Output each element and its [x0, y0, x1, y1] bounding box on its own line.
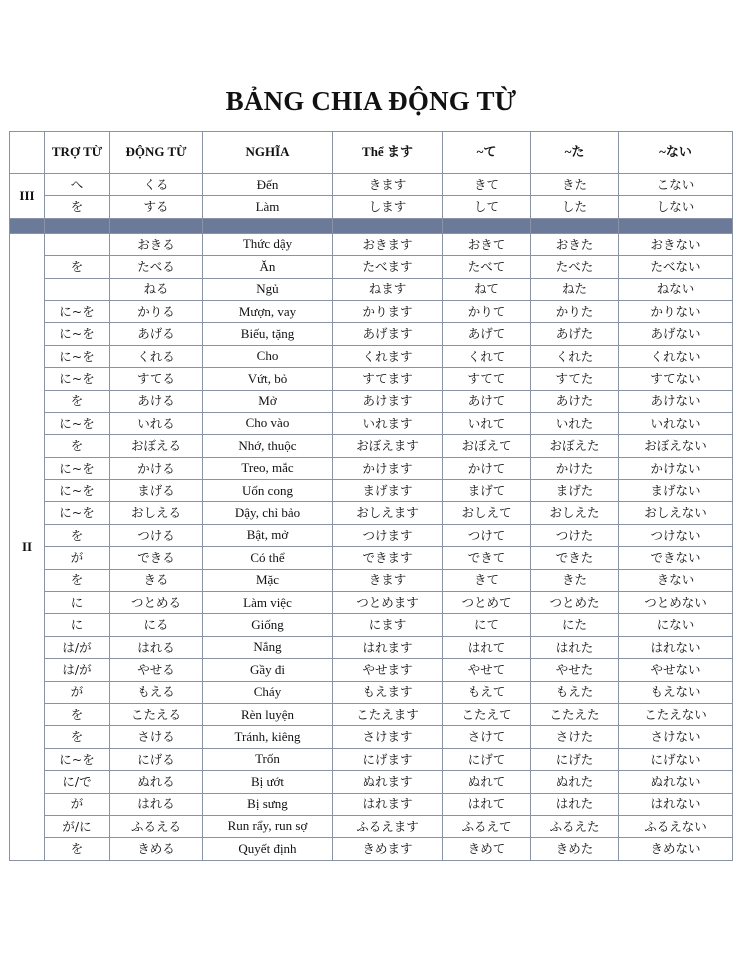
table-row [10, 435, 733, 457]
cell-particle: を [45, 390, 110, 412]
cell-te-form: あげて [443, 323, 531, 345]
cell-particle: を [45, 196, 110, 218]
cell-meaning: Giống [203, 614, 333, 636]
cell-masu-form: はれます [333, 636, 443, 658]
cell-verb: たべる [110, 256, 203, 278]
cell-masu-form: おしえます [333, 502, 443, 524]
table-row [10, 323, 733, 345]
divider-cell [333, 218, 443, 233]
cell-ta-form: はれた [531, 636, 619, 658]
divider-cell [203, 218, 333, 233]
cell-particle [45, 278, 110, 300]
cell-ta-form: きた [531, 569, 619, 591]
cell-verb: くれる [110, 345, 203, 367]
table-row [10, 345, 733, 367]
cell-meaning: Cho vào [203, 412, 333, 434]
cell-nai-form: こない [619, 174, 733, 196]
cell-verb: かける [110, 457, 203, 479]
cell-verb: まげる [110, 480, 203, 502]
table-row [10, 815, 733, 837]
cell-particle: が [45, 793, 110, 815]
cell-particle: が/に [45, 815, 110, 837]
cell-verb: する [110, 196, 203, 218]
cell-ta-form: こたえた [531, 703, 619, 725]
cell-verb: おぼえる [110, 435, 203, 457]
cell-verb: できる [110, 547, 203, 569]
table-row [10, 256, 733, 278]
cell-nai-form: きめない [619, 838, 733, 860]
header-nai-form: ~ない [619, 132, 733, 174]
cell-particle: に~を [45, 323, 110, 345]
cell-meaning: Có thể [203, 547, 333, 569]
cell-particle: を [45, 524, 110, 546]
cell-meaning: Làm việc [203, 592, 333, 614]
cell-nai-form: ぬれない [619, 771, 733, 793]
table-row [10, 636, 733, 658]
cell-ta-form: あけた [531, 390, 619, 412]
cell-te-form: おきて [443, 233, 531, 255]
cell-particle: が [45, 547, 110, 569]
table-row [10, 614, 733, 636]
cell-nai-form: やせない [619, 659, 733, 681]
table-row [10, 771, 733, 793]
cell-masu-form: はれます [333, 793, 443, 815]
cell-meaning: Dậy, chỉ bảo [203, 502, 333, 524]
table-row [10, 278, 733, 300]
cell-te-form: かけて [443, 457, 531, 479]
divider-cell [10, 218, 45, 233]
cell-meaning: Cho [203, 345, 333, 367]
header-group [10, 132, 45, 174]
cell-ta-form: さけた [531, 726, 619, 748]
cell-particle: に~を [45, 502, 110, 524]
cell-verb: すてる [110, 368, 203, 390]
cell-particle [45, 233, 110, 255]
cell-te-form: おぼえて [443, 435, 531, 457]
cell-te-form: すてて [443, 368, 531, 390]
cell-ta-form: ねた [531, 278, 619, 300]
cell-masu-form: ねます [333, 278, 443, 300]
header-verb: ĐỘNG TỪ [110, 132, 203, 174]
cell-nai-form: にげない [619, 748, 733, 770]
cell-te-form: つけて [443, 524, 531, 546]
cell-meaning: Cháy [203, 681, 333, 703]
cell-masu-form: かけます [333, 457, 443, 479]
divider-cell [531, 218, 619, 233]
cell-meaning: Uốn cong [203, 480, 333, 502]
table-body [10, 174, 733, 861]
cell-meaning: Ngủ [203, 278, 333, 300]
cell-te-form: きめて [443, 838, 531, 860]
divider-cell [443, 218, 531, 233]
cell-ta-form: おきた [531, 233, 619, 255]
cell-nai-form: ねない [619, 278, 733, 300]
cell-ta-form: きた [531, 174, 619, 196]
cell-nai-form: ふるえない [619, 815, 733, 837]
cell-te-form: くれて [443, 345, 531, 367]
cell-masu-form: つとめます [333, 592, 443, 614]
cell-meaning: Mượn, vay [203, 300, 333, 322]
cell-verb: あげる [110, 323, 203, 345]
cell-meaning: Làm [203, 196, 333, 218]
cell-ta-form: つけた [531, 524, 619, 546]
cell-te-form: にて [443, 614, 531, 636]
table-row [10, 390, 733, 412]
cell-ta-form: できた [531, 547, 619, 569]
cell-nai-form: さけない [619, 726, 733, 748]
header-row [10, 132, 733, 174]
cell-particle: を [45, 569, 110, 591]
cell-masu-form: あけます [333, 390, 443, 412]
cell-nai-form: かりない [619, 300, 733, 322]
cell-particle: に~を [45, 412, 110, 434]
cell-ta-form: すてた [531, 368, 619, 390]
cell-nai-form: くれない [619, 345, 733, 367]
cell-verb: もえる [110, 681, 203, 703]
cell-te-form: つとめて [443, 592, 531, 614]
cell-nai-form: いれない [619, 412, 733, 434]
cell-te-form: きて [443, 569, 531, 591]
cell-masu-form: いれます [333, 412, 443, 434]
cell-ta-form: あげた [531, 323, 619, 345]
cell-masu-form: こたえます [333, 703, 443, 725]
cell-particle: に [45, 592, 110, 614]
cell-masu-form: おぼえます [333, 435, 443, 457]
cell-verb: つとめる [110, 592, 203, 614]
cell-verb: にげる [110, 748, 203, 770]
cell-meaning: Ăn [203, 256, 333, 278]
cell-particle: を [45, 726, 110, 748]
cell-ta-form: にた [531, 614, 619, 636]
cell-nai-form: もえない [619, 681, 733, 703]
cell-particle: に [45, 614, 110, 636]
cell-verb: きめる [110, 838, 203, 860]
cell-masu-form: にげます [333, 748, 443, 770]
cell-masu-form: にます [333, 614, 443, 636]
cell-verb: おしえる [110, 502, 203, 524]
table-row [10, 524, 733, 546]
cell-verb: ふるえる [110, 815, 203, 837]
cell-meaning: Mặc [203, 569, 333, 591]
cell-meaning: Bị sưng [203, 793, 333, 815]
cell-te-form: さけて [443, 726, 531, 748]
cell-particle: は/が [45, 636, 110, 658]
cell-ta-form: きめた [531, 838, 619, 860]
cell-meaning: Vứt, bỏ [203, 368, 333, 390]
cell-particle: は/が [45, 659, 110, 681]
cell-verb: さける [110, 726, 203, 748]
cell-nai-form: きない [619, 569, 733, 591]
cell-masu-form: できます [333, 547, 443, 569]
cell-ta-form: かけた [531, 457, 619, 479]
cell-ta-form: おぼえた [531, 435, 619, 457]
cell-ta-form: した [531, 196, 619, 218]
cell-particle: に~を [45, 457, 110, 479]
cell-meaning: Quyết định [203, 838, 333, 860]
cell-nai-form: はれない [619, 636, 733, 658]
cell-nai-form: まげない [619, 480, 733, 502]
cell-ta-form: まげた [531, 480, 619, 502]
cell-particle: に~を [45, 480, 110, 502]
cell-nai-form: あけない [619, 390, 733, 412]
header-meaning: NGHĨA [203, 132, 333, 174]
cell-te-form: たべて [443, 256, 531, 278]
cell-meaning: Thức dậy [203, 233, 333, 255]
table-row [10, 300, 733, 322]
cell-nai-form: にない [619, 614, 733, 636]
cell-masu-form: まげます [333, 480, 443, 502]
cell-masu-form: あげます [333, 323, 443, 345]
cell-te-form: こたえて [443, 703, 531, 725]
cell-ta-form: ぬれた [531, 771, 619, 793]
cell-masu-form: つけます [333, 524, 443, 546]
group-label: II [10, 233, 45, 860]
cell-meaning: Trốn [203, 748, 333, 770]
cell-te-form: にげて [443, 748, 531, 770]
cell-masu-form: します [333, 196, 443, 218]
cell-ta-form: はれた [531, 793, 619, 815]
cell-particle: を [45, 256, 110, 278]
cell-particle: へ [45, 174, 110, 196]
cell-te-form: できて [443, 547, 531, 569]
cell-verb: いれる [110, 412, 203, 434]
cell-verb: やせる [110, 659, 203, 681]
cell-te-form: やせて [443, 659, 531, 681]
cell-verb: ねる [110, 278, 203, 300]
cell-nai-form: おしえない [619, 502, 733, 524]
table-row [10, 681, 733, 703]
cell-meaning: Mở [203, 390, 333, 412]
cell-masu-form: すてます [333, 368, 443, 390]
header-particle: TRỢ TỪ [45, 132, 110, 174]
cell-te-form: あけて [443, 390, 531, 412]
cell-particle: を [45, 435, 110, 457]
cell-particle: に~を [45, 300, 110, 322]
cell-masu-form: たべます [333, 256, 443, 278]
cell-particle: に/で [45, 771, 110, 793]
table-row [10, 726, 733, 748]
cell-meaning: Bật, mở [203, 524, 333, 546]
table-row [10, 838, 733, 860]
cell-meaning: Nắng [203, 636, 333, 658]
cell-masu-form: やせます [333, 659, 443, 681]
cell-te-form: きて [443, 174, 531, 196]
cell-te-form: はれて [443, 793, 531, 815]
cell-ta-form: つとめた [531, 592, 619, 614]
cell-te-form: おしえて [443, 502, 531, 524]
cell-masu-form: ぬれます [333, 771, 443, 793]
cell-nai-form: はれない [619, 793, 733, 815]
cell-particle: を [45, 703, 110, 725]
header-masu-form: Thể ます [333, 132, 443, 174]
cell-verb: つける [110, 524, 203, 546]
table-row [10, 174, 733, 196]
table-row [10, 480, 733, 502]
cell-particle: が [45, 681, 110, 703]
table-row [10, 592, 733, 614]
table-row [10, 659, 733, 681]
cell-nai-form: しない [619, 196, 733, 218]
cell-te-form: もえて [443, 681, 531, 703]
table-row [10, 703, 733, 725]
cell-nai-form: すてない [619, 368, 733, 390]
table-row [10, 547, 733, 569]
header-te-form: ~て [443, 132, 531, 174]
cell-te-form: はれて [443, 636, 531, 658]
cell-particle: に~を [45, 345, 110, 367]
cell-meaning: Biếu, tặng [203, 323, 333, 345]
cell-ta-form: いれた [531, 412, 619, 434]
cell-masu-form: さけます [333, 726, 443, 748]
cell-meaning: Bị ướt [203, 771, 333, 793]
cell-verb: かりる [110, 300, 203, 322]
table-row [10, 412, 733, 434]
cell-ta-form: かりた [531, 300, 619, 322]
divider-cell [45, 218, 110, 233]
cell-verb: にる [110, 614, 203, 636]
cell-particle: を [45, 838, 110, 860]
cell-masu-form: きます [333, 569, 443, 591]
cell-meaning: Rèn luyện [203, 703, 333, 725]
cell-masu-form: きめます [333, 838, 443, 860]
cell-nai-form: できない [619, 547, 733, 569]
cell-verb: こたえる [110, 703, 203, 725]
cell-nai-form: こたえない [619, 703, 733, 725]
page-title: BẢNG CHIA ĐỘNG TỪ [225, 86, 517, 116]
cell-meaning: Treo, mắc [203, 457, 333, 479]
cell-te-form: いれて [443, 412, 531, 434]
cell-meaning: Nhớ, thuộc [203, 435, 333, 457]
cell-verb: ぬれる [110, 771, 203, 793]
table-row [10, 196, 733, 218]
cell-nai-form: あげない [619, 323, 733, 345]
cell-te-form: ぬれて [443, 771, 531, 793]
cell-meaning: Gầy đi [203, 659, 333, 681]
cell-meaning: Đến [203, 174, 333, 196]
cell-ta-form: くれた [531, 345, 619, 367]
table-row [10, 793, 733, 815]
cell-masu-form: きます [333, 174, 443, 196]
cell-meaning: Tránh, kiêng [203, 726, 333, 748]
cell-particle: に~を [45, 368, 110, 390]
cell-masu-form: もえます [333, 681, 443, 703]
cell-particle: に~を [45, 748, 110, 770]
cell-verb: おきる [110, 233, 203, 255]
divider-cell [619, 218, 733, 233]
cell-nai-form: たべない [619, 256, 733, 278]
cell-ta-form: ふるえた [531, 815, 619, 837]
table-row [10, 233, 733, 255]
cell-te-form: ねて [443, 278, 531, 300]
group-label: III [10, 174, 45, 219]
cell-te-form: まげて [443, 480, 531, 502]
cell-ta-form: にげた [531, 748, 619, 770]
cell-masu-form: くれます [333, 345, 443, 367]
cell-masu-form: おきます [333, 233, 443, 255]
table-row [10, 748, 733, 770]
divider-cell [110, 218, 203, 233]
cell-nai-form: つけない [619, 524, 733, 546]
cell-ta-form: おしえた [531, 502, 619, 524]
table-row [10, 502, 733, 524]
cell-meaning: Run rẩy, run sợ [203, 815, 333, 837]
cell-nai-form: かけない [619, 457, 733, 479]
cell-ta-form: もえた [531, 681, 619, 703]
table-row [10, 569, 733, 591]
cell-verb: はれる [110, 793, 203, 815]
cell-nai-form: おきない [619, 233, 733, 255]
verb-conjugation-table [9, 131, 733, 861]
cell-masu-form: かります [333, 300, 443, 322]
cell-te-form: かりて [443, 300, 531, 322]
cell-nai-form: つとめない [619, 592, 733, 614]
cell-nai-form: おぼえない [619, 435, 733, 457]
cell-masu-form: ふるえます [333, 815, 443, 837]
cell-verb: はれる [110, 636, 203, 658]
cell-ta-form: やせた [531, 659, 619, 681]
cell-verb: あける [110, 390, 203, 412]
cell-verb: きる [110, 569, 203, 591]
header-ta-form: ~た [531, 132, 619, 174]
table-row [10, 457, 733, 479]
cell-ta-form: たべた [531, 256, 619, 278]
cell-verb: くる [110, 174, 203, 196]
table-row [10, 368, 733, 390]
cell-te-form: して [443, 196, 531, 218]
group-divider [10, 218, 733, 233]
cell-te-form: ふるえて [443, 815, 531, 837]
